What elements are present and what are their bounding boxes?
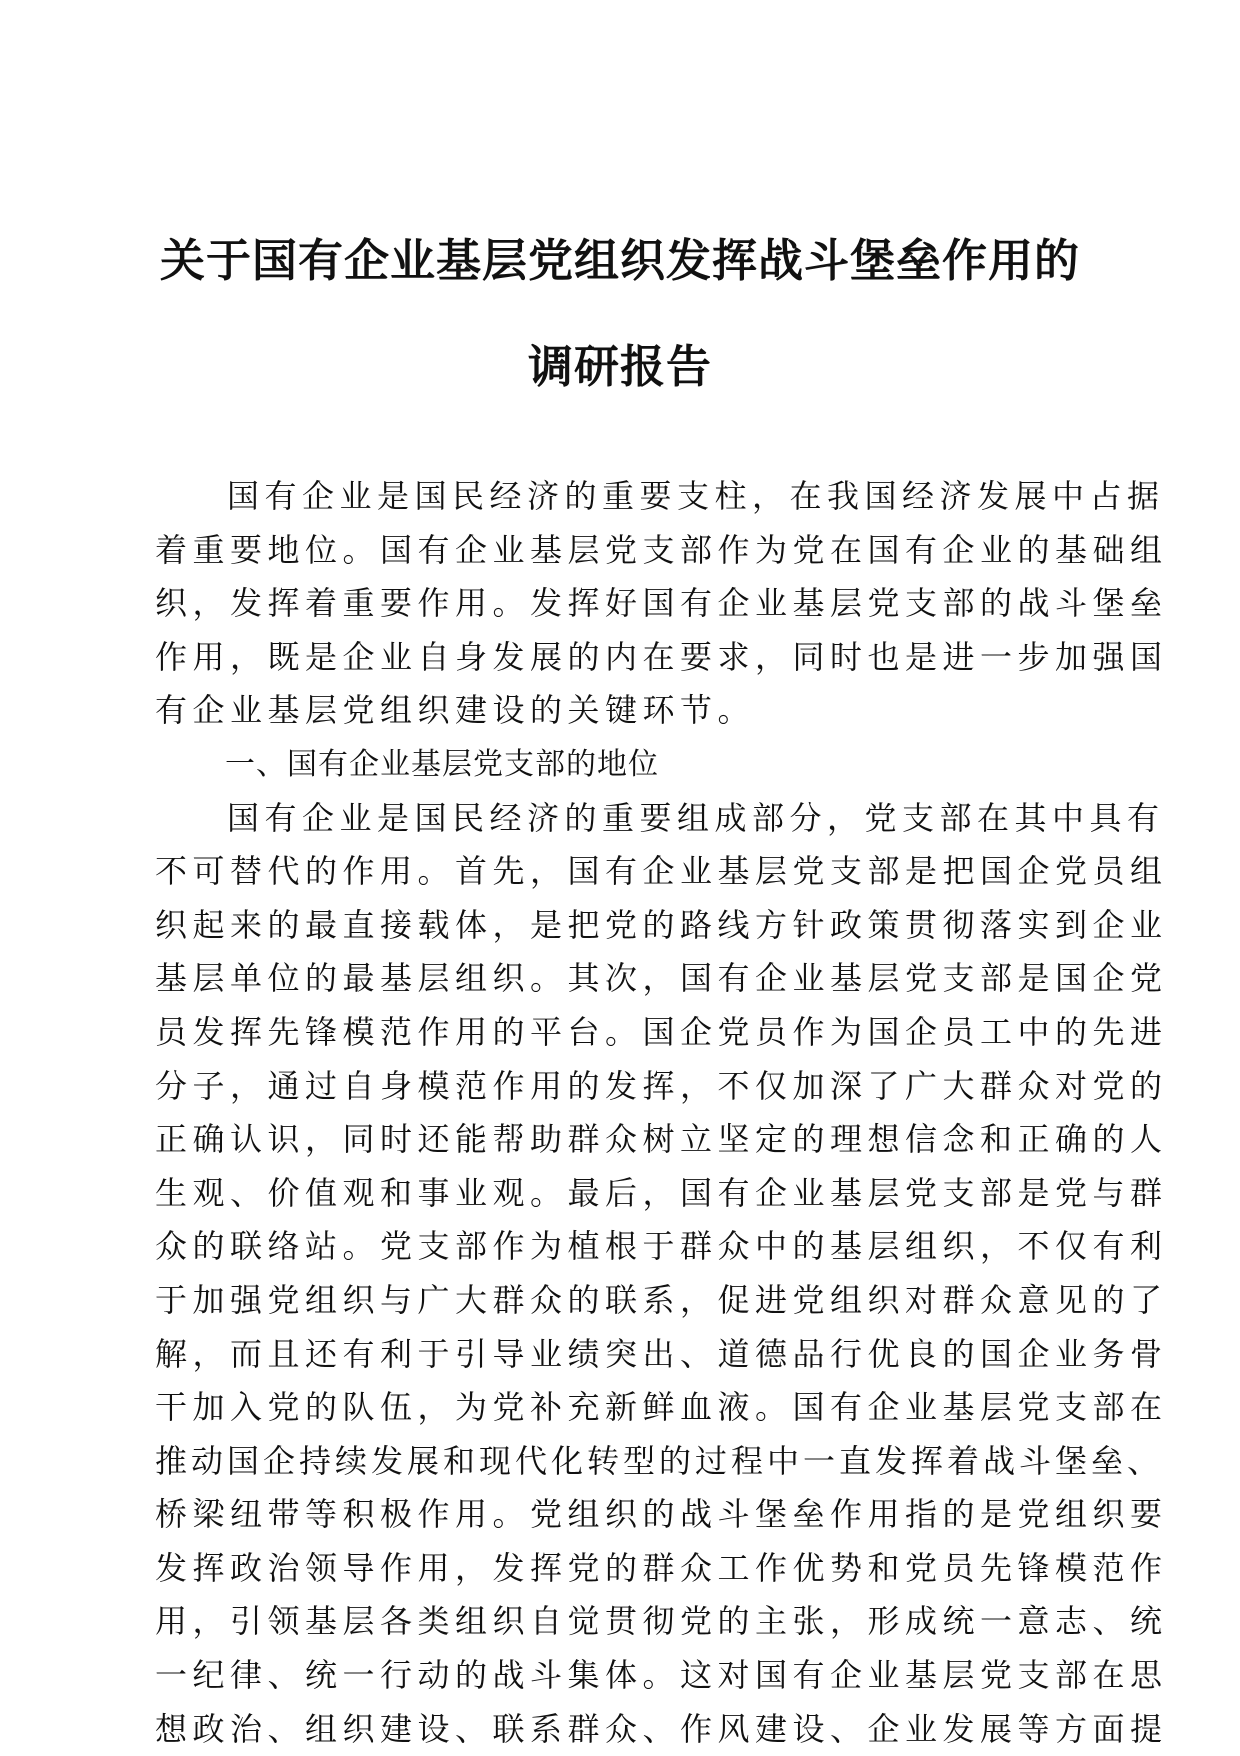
paragraph-line: 有企业基层党组织建设的关键环节。 xyxy=(155,691,756,730)
paragraph-line: 正确认识，同时还能帮助群众树立坚定的理想信念和正确的人 xyxy=(155,1120,1168,1159)
paragraph-line: 国有企业是国民经济的重要支柱，在我国经济发展中占据 xyxy=(227,477,1165,515)
paragraph-line: 一纪律、统一行动的战斗集体。这对国有企业基层党支部在思 xyxy=(155,1656,1168,1695)
paragraph-line: 员发挥先锋模范作用的平台。国企党员作为国企员工中的先进 xyxy=(155,1012,1168,1051)
section-heading: 一、国有企业基层党支部的地位 xyxy=(225,746,659,782)
paragraph-line: 织起来的最直接载体，是把党的路线方针政策贯彻落实到企业 xyxy=(155,905,1168,944)
paragraph-line: 生观、价值观和事业观。最后，国有企业基层党支部是党与群 xyxy=(155,1173,1168,1212)
paragraph-line: 基层单位的最基层组织。其次，国有企业基层党支部是国企党 xyxy=(155,959,1168,998)
paragraph-line: 国有企业是国民经济的重要组成部分，党支部在其中具有 xyxy=(227,798,1165,837)
paragraph-line: 分子，通过自身模范作用的发挥，不仅加深了广大群众对党的 xyxy=(155,1066,1168,1105)
paragraph-line: 作用，既是企业自身发展的内在要求，同时也是进一步加强国 xyxy=(155,637,1168,676)
paragraph-line: 解，而且还有利于引导业绩突出、道德品行优良的国企业务骨 xyxy=(155,1334,1168,1373)
paragraph-line: 想政治、组织建设、联系群众、作风建设、企业发展等方面提 xyxy=(155,1709,1168,1748)
paragraph-line: 织，发挥着重要作用。发挥好国有企业基层党支部的战斗堡垒 xyxy=(155,584,1168,623)
document-title-line-1: 关于国有企业基层党组织发挥战斗堡垒作用的 xyxy=(159,234,1080,287)
paragraph-line: 推动国企持续发展和现代化转型的过程中一直发挥着战斗堡垒、 xyxy=(155,1441,1164,1480)
document-title-line-2: 调研报告 xyxy=(527,340,712,393)
paragraph-line: 干加入党的队伍，为党补充新鲜血液。国有企业基层党支部在 xyxy=(155,1388,1168,1427)
paragraph-line: 于加强党组织与广大群众的联系，促进党组织对群众意见的了 xyxy=(155,1280,1168,1319)
paragraph-line: 众的联络站。党支部作为植根于群众中的基层组织，不仅有利 xyxy=(155,1227,1168,1266)
paragraph-line: 发挥政治领导作用，发挥党的群众工作优势和党员先锋模范作 xyxy=(155,1548,1168,1587)
paragraph-line: 着重要地位。国有企业基层党支部作为党在国有企业的基础组 xyxy=(155,530,1168,569)
paragraph-line: 用，引领基层各类组织自觉贯彻党的主张，形成统一意志、统 xyxy=(155,1602,1168,1641)
document-body xyxy=(155,470,1168,1756)
paragraph-line: 桥梁纽带等积极作用。党组织的战斗堡垒作用指的是党组织要 xyxy=(155,1495,1168,1534)
paragraph-line: 不可替代的作用。首先，国有企业基层党支部是把国企党员组 xyxy=(155,852,1168,891)
